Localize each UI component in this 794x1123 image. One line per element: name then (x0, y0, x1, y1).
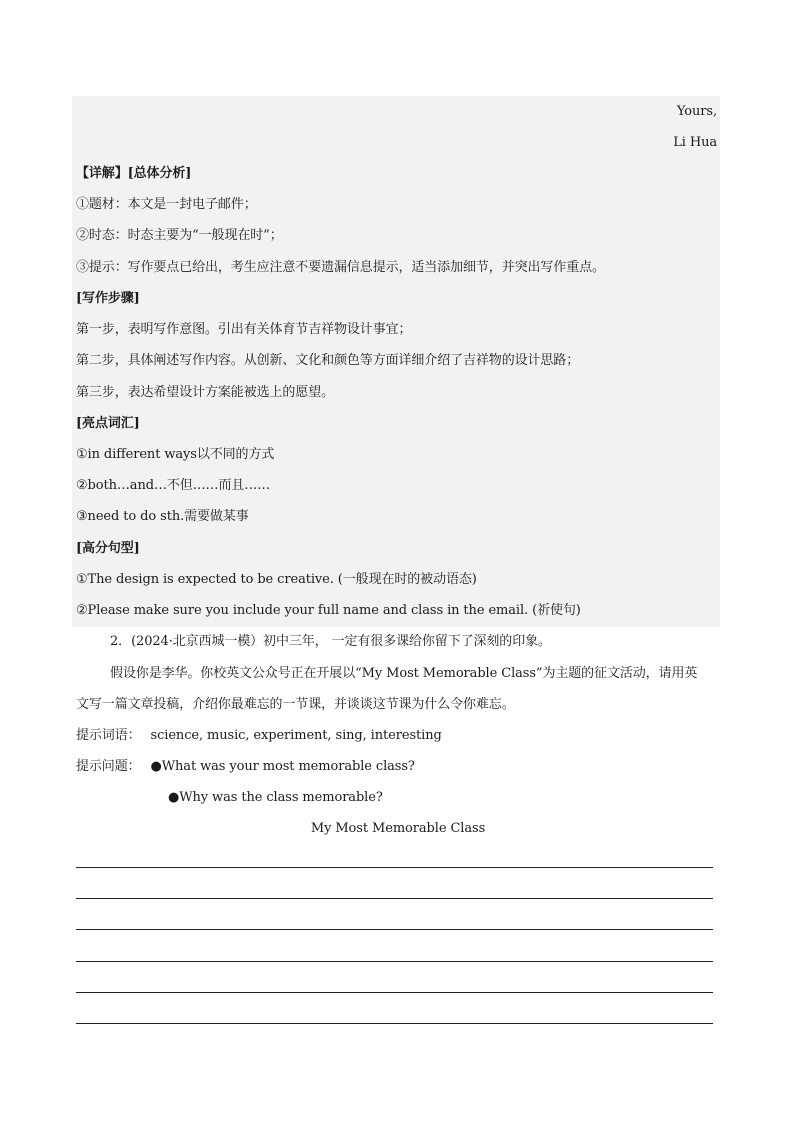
step-item: 第三步，表达希望设计方案能被选上的愿望。 (76, 385, 335, 400)
vocab-item: ②both…and…不但……而且…… (76, 478, 271, 493)
steps-header: [写作步骤] (76, 291, 140, 306)
sentences-header: [高分句型] (76, 541, 140, 556)
analysis-item: ③提示：写作要点已给出，考生应注意不要遗漏信息提示，适当添加细节，并突出写作重点。 (76, 260, 605, 275)
hint-words: science, music, experiment, sing, interesting (150, 728, 442, 743)
question-number-line: 2．(2024·北京西城一模）初中三年， 一定有很多课给你留下了深刻的印象。 (110, 634, 551, 649)
step-item: 第二步，具体阐述写作内容。从创新、文化和颜色等方面详细介绍了吉祥物的设计思路； (76, 353, 580, 368)
essay-title: My Most Memorable Class (310, 821, 486, 836)
hint-words-label: 提示词语： (76, 728, 141, 743)
step-item: 第一步，表明写作意图。引出有关体育节吉祥物设计事宜； (76, 322, 412, 337)
writing-line[interactable] (76, 1023, 713, 1024)
writing-line[interactable] (76, 929, 713, 930)
hint-questions-label: 提示问题： (76, 759, 141, 774)
vocab-item: ③need to do sth.需要做某事 (76, 509, 249, 524)
writing-line[interactable] (76, 992, 713, 993)
writing-line[interactable] (76, 961, 713, 962)
question-prompt-cont: 文写一篇文章投稿，介绍你最难忘的一节课，并谈谈这节课为什么令你难忘。 (76, 697, 515, 712)
question-prompt: 假设你是李华。你校英文公众号正在开展以“My Most Memorable Class”为主题的征文活动，请用英 (110, 666, 698, 681)
letter-signature: Li Hua (673, 135, 717, 150)
hint-words-row (76, 726, 720, 746)
writing-line[interactable] (76, 898, 713, 899)
letter-closing: Yours, (676, 104, 717, 119)
vocab-item: ①in different ways以不同的方式 (76, 447, 275, 462)
hint-questions-row (76, 757, 720, 777)
analysis-item: ②时态：时态主要为“一般现在时”； (76, 228, 283, 243)
writing-line[interactable] (76, 867, 713, 868)
sentence-item: ①The design is expected to be creative. (一般现在时的被动语态) (76, 572, 477, 587)
hint-question: ●What was your most memorable class? (150, 759, 415, 774)
analysis-item: ①题材：本文是一封电子邮件； (76, 197, 257, 212)
sentence-item: ②Please make sure you include your full name and class in the email. (祈使句) (76, 603, 581, 618)
vocab-header: [亮点词汇] (76, 416, 140, 431)
hint-question: ●Why was the class memorable? (168, 790, 383, 805)
analysis-header: 【详解】[总体分析] (76, 166, 192, 181)
